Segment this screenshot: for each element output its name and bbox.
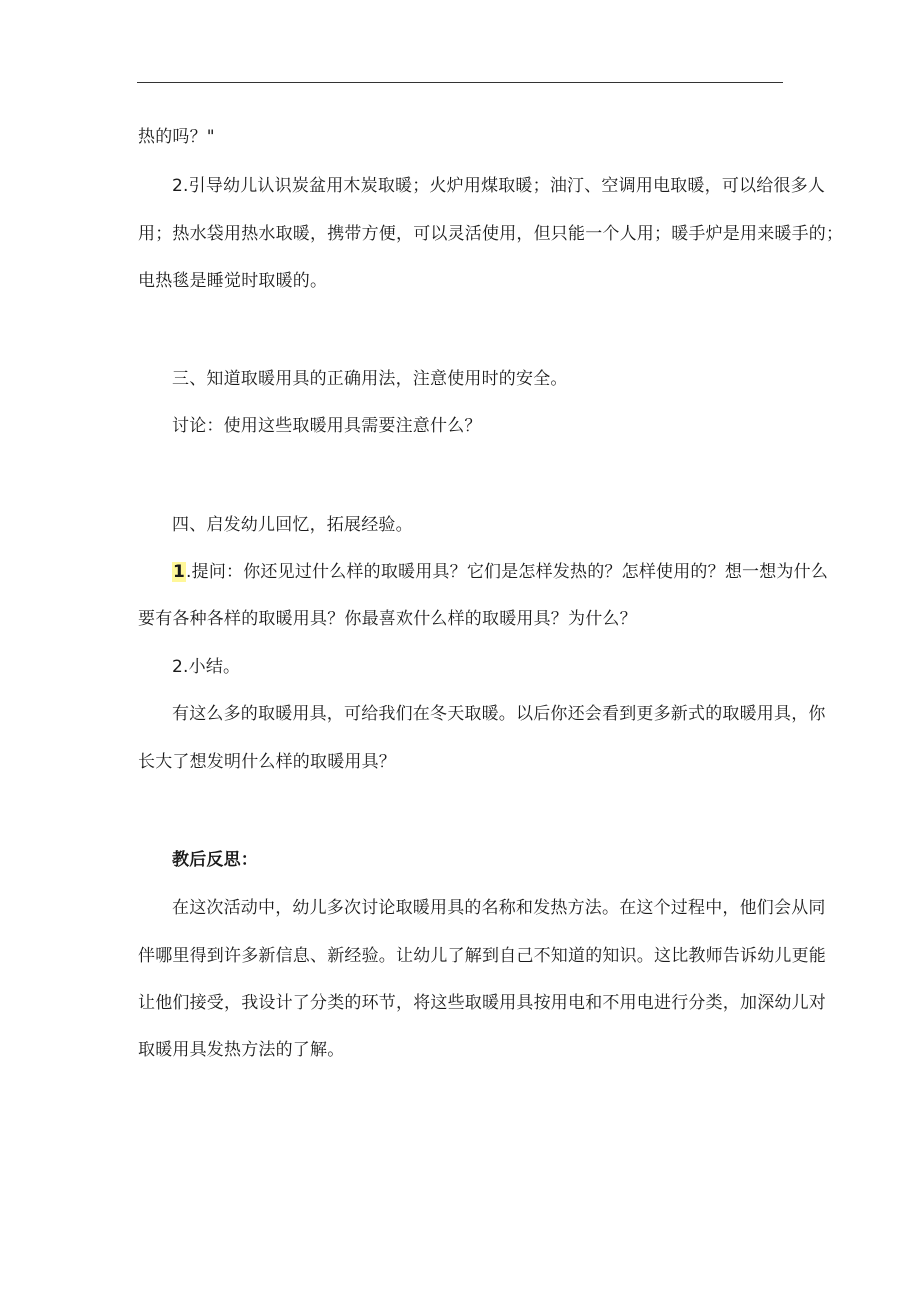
header-rule (137, 82, 783, 83)
section-heading: 三、知道取暖用具的正确用法，注意使用时的安全。 (172, 369, 568, 389)
text-line: 讨论：使用这些取暖用具需要注意什么？ (172, 416, 482, 436)
text-line: 用；热水袋用热水取暖，携带方便，可以灵活使用，但只能一个人用；暖手炉是用来暖手的； (138, 224, 844, 244)
text-line: 要有各种各样的取暖用具？你最喜欢什么样的取暖用具？为什么？ (138, 609, 637, 629)
text-line: 2.小结。 (172, 657, 241, 677)
text-line (172, 561, 828, 583)
text-line: 取暖用具发热方法的了解。 (138, 1040, 345, 1060)
section-heading: 四、启发幼儿回忆，拓展经验。 (172, 515, 413, 535)
text-line: 2.引导幼儿认识炭盆用木炭取暖；火炉用煤取暖；油汀、空调用电取暖，可以给很多人 (172, 176, 826, 196)
text-line: 伴哪里得到许多新信息、新经验。让幼儿了解到自己不知道的知识。这比教师告诉幼儿更能 (138, 946, 826, 966)
text-line: 电热毯是睡觉时取暖的。 (138, 271, 328, 291)
text-line: 在这次活动中，幼儿多次讨论取暖用具的名称和发热方法。在这个过程中，他们会从同 (172, 898, 826, 918)
reflection-heading: 教后反思： (172, 850, 258, 870)
text-line: 有这么多的取暖用具，可给我们在冬天取暖。以后你还会看到更多新式的取暖用具，你 (172, 704, 826, 724)
text-span: .提问：你还见过什么样的取暖用具？它们是怎样发热的？怎样使用的？想一想为什么 (186, 562, 829, 582)
text-line: 长大了想发明什么样的取暖用具？ (138, 752, 396, 772)
text-line: 让他们接受，我设计了分类的环节，将这些取暖用具按用电和不用电进行分类，加深幼儿对 (138, 993, 826, 1013)
highlighted-number: 1 (173, 562, 186, 582)
text-line: 热的吗？" (138, 127, 215, 147)
